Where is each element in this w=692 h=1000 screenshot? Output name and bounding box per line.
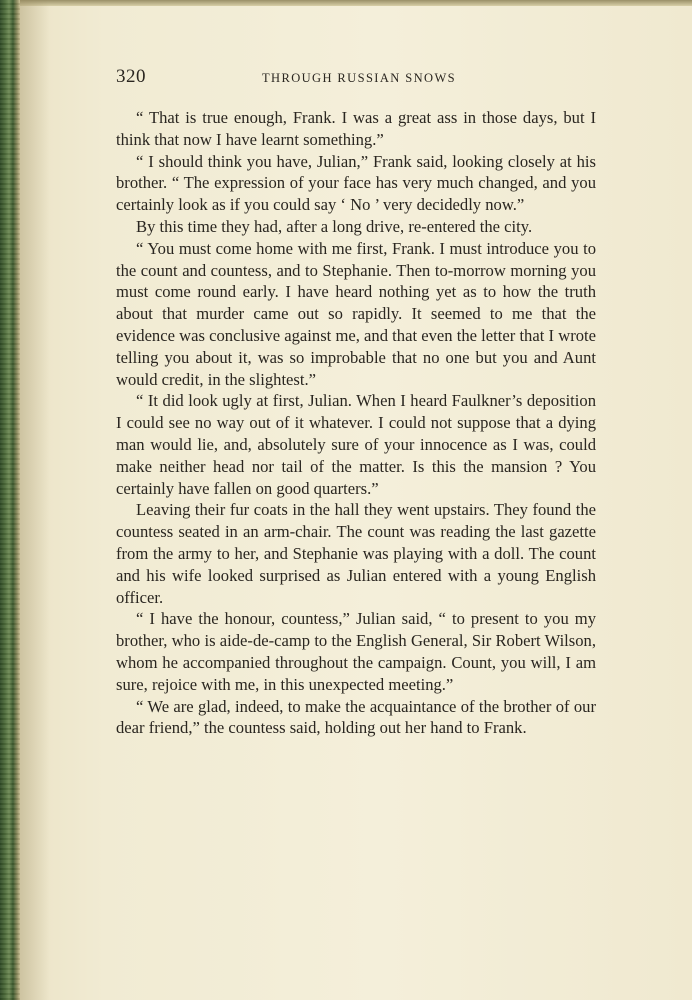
paragraph: By this time they had, after a long drive, re-entered the city.	[136, 216, 533, 236]
paragraph: “ I have the honour, countess,” Julian said, “ to present to you my brother, who is aide-de-camp to the English General, Sir Robert Wilson, whom he accompanied throughout the campaign. Count, you will, I am sure, rejoice with me, in this unexpected meeting.”	[116, 609, 596, 694]
body-text	[116, 107, 596, 739]
book-binding-edge	[0, 0, 20, 1000]
paragraph: “ It did look ugly at first, Julian. When I heard Faulkner’s deposition I could see no way out of it whatever. I could not suppose that a dying man would lie, and, absolutely sure of your innocence as I was, could make neither head nor tail of the matter. Is this the mansion ? You certainly have fallen on good quarters.”	[116, 391, 596, 498]
page-top-edge	[20, 0, 692, 6]
paragraph: “ We are glad, indeed, to make the acquaintance of the brother of our dear friend,” the countess said, holding out her hand to Frank.	[116, 696, 596, 738]
gutter-shadow	[20, 0, 50, 1000]
page-number: 320	[116, 66, 146, 87]
paragraph: Leaving their fur coats in the hall they went upstairs. They found the countess seated in an arm-chair. The count was reading the last gazette from the army to her, and Stephanie was playing with a doll. The count and his wife looked surprised as Julian entered with a young English officer.	[116, 500, 596, 607]
paragraph: “ I should think you have, Julian,” Frank said, looking closely at his brother. “ The expression of your face has very much changed, and you certainly look as if you could say ‘ No ’ very decidedly now.”	[116, 151, 596, 215]
paragraph: “ That is true enough, Frank. I was a great ass in those days, but I think that now I have learnt something.”	[116, 108, 596, 149]
running-head: THROUGH RUSSIAN SNOWS	[262, 71, 456, 85]
paragraph: “ You must come home with me first, Frank. I must introduce you to the count and countess, and to Stephanie. Then to-morrow morning you must come round early. I have heard nothing yet as to how the truth about that murder came out so rapidly. It seemed to me that the evidence was conclusive against me, and that even the letter that I wrote telling you about it, was so improbable that no one but you and Aunt would credit, in the slightest.”	[116, 238, 596, 389]
page-header	[116, 66, 596, 92]
